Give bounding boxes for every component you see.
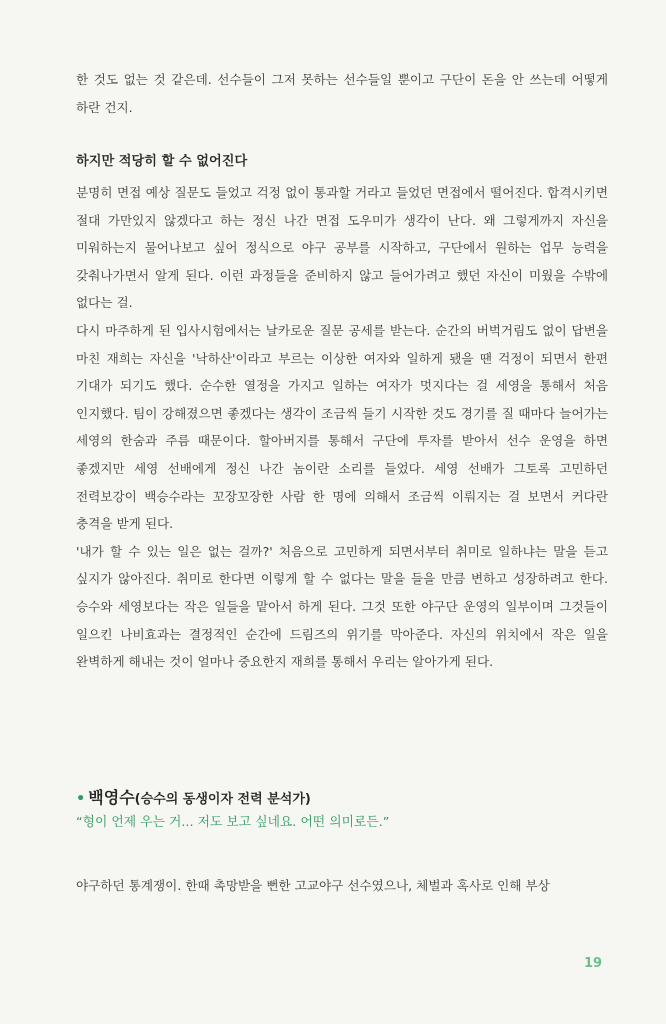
- intro-paragraph: 한 것도 없는 것 같은데. 선수들이 그저 못하는 선수들일 뿐이고 구단이 돈을 안 쓰는데 어떻게 하란 건지.: [76, 72, 608, 115]
- body-paragraph-2: 다시 마주하게 된 입사시험에서는 날카로운 질문 공세를 받는다. 순간의 버벅거림도 없이 답변을 마친 재희는 자신을 '낙하산'이라고 부르는 이상한 여자와 일하게 됐을 땐 걱정이 되면서 한편 기대가 되기도 했다. 순수한 열정을 가지고 일하는 여자가 멋지다는 걸 세영을 통해서 처음 인지했다. 팀이 강해졌으면 좋겠다는 생각이 조금씩 들기 시작한 것도 경기를 질 때마다 늘어가는 세영의 한숨과 주름 때문이다. 할아버지를 통해서 구단에 투자를 받아서 선수 운영을 하면 좋겠지만 세영 선배에게 정신 나간 놈이란 소리를 들었다. 세영 선배가 그토록 고민하던 전력보강이 백승수라는 꼬장꼬장한 사람 한 명에 의해서 조금씩 이뤄지는 걸 보면서 커다란 충격을 받게 된다.: [76, 322, 608, 532]
- section-body: [76, 179, 608, 676]
- body-paragraph-3: '내가 할 수 있는 일은 없는 걸까?' 처음으로 고민하게 되면서부터 취미로 일하냐는 말을 듣고 싶지가 않아진다. 취미로 한다면 이렇게 할 수 없다는 말을 들을 만큼 변하고 성장하려고 한다. 승수와 세영보다는 작은 일들을 맡아서 하게 된다. 그것 또한 야구단 운영의 일부이며 그것들이 일으킨 나비효과는 결정적인 순간에 드림즈의 위기를 막아준다. 자신의 위치에서 작은 일을 완벽하게 해내는 것이 얼마나 중요한지 재희를 통해서 우리는 알아가게 된다.: [76, 543, 608, 670]
- character-role: (승수의 동생이자 전력 분석가): [134, 792, 311, 807]
- character-quote: “형이 언제 우는 거... 저도 보고 싶네요. 어떤 의미로든.”: [76, 815, 390, 830]
- section-heading: 하지만 적당히 할 수 없어진다: [76, 154, 248, 169]
- character-description: 야구하던 통계쟁이. 한때 촉망받을 뻔한 고교야구 선수였으나, 체벌과 혹사로 인해 부상: [76, 878, 550, 893]
- page-number: 19: [584, 956, 603, 971]
- bullet-icon: •: [76, 791, 86, 807]
- character-name: 백영수: [88, 788, 135, 807]
- body-paragraph-1: 분명히 면접 예상 질문도 들었고 걱정 없이 통과할 거라고 들었던 면접에서 떨어진다. 합격시키면 절대 가만있지 않겠다고 하는 정신 나간 면접 도우미가 생각이 난다. 왜 그렇게까지 자신을 미워하는지 물어나보고 싶어 정식으로 야구 공부를 시작하고, 구단에서 원하는 업무 능력을 갖춰나가면서 알게 된다. 이런 과정들을 준비하지 않고 들어가려고 했던 자신이 미웠을 수밖에 없다는 걸.: [76, 185, 608, 311]
- character-heading: [76, 786, 608, 812]
